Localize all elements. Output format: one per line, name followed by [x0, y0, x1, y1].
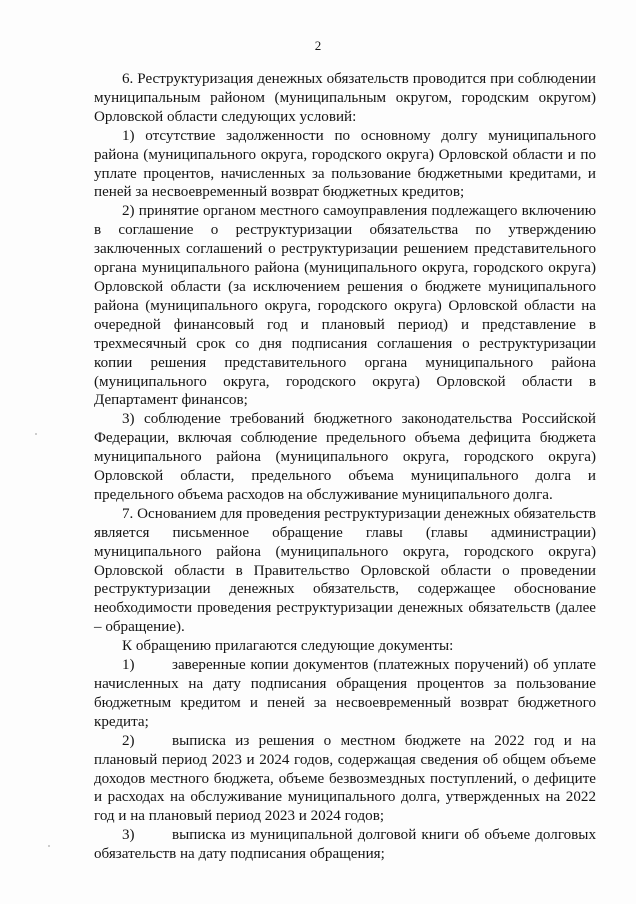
- document-body: [94, 70, 596, 864]
- list-text: заверенные копии документов (платежных поручений) об уплате начисленных на дату подписания обращения процентов за пользование бюджетным кредитом и пеней за несвоевременный возврат бюджетного кредита;: [94, 657, 596, 730]
- list-text: выписка из решения о местном бюджете на 2022 год и на плановый период 2023 и 2024 годов, содержащая сведения об общем объеме доходов местного бюджета, объеме безвозмездных поступлений, о дефиците и расходах на обслуживание муниципального долга, утвержденных на 2022 год и на плановый период 2023 и 2024 годов;: [94, 732, 596, 825]
- document-list-item-2: [94, 732, 596, 827]
- page-number: 2: [314, 38, 322, 53]
- condition-3: 3) соблюдение требований бюджетного законодательства Российской Федерации, включая соблюдение предельного объема дефицита бюджета муниципального района (муниципального округа, городского округа) Орловской области, предельного объема муниципального долга и предельного объема расходов на обслуживание муниципального долга.: [94, 411, 596, 503]
- list-number: 2): [122, 732, 135, 749]
- list-text: выписка из муниципальной долговой книги об объеме долговых обязательств на дату подписания обращения;: [94, 827, 596, 863]
- attached-documents-intro: К обращению прилагаются следующие документы:: [122, 638, 454, 655]
- document-list-item-1: [94, 656, 596, 732]
- condition-2: 2) принятие органом местного самоуправления подлежащего включению в соглашение о реструктуризации обязательства по утверждению заключенных соглашений о реструктуризации решением представительного органа муниципального района (муниципального округа, городского округа) Орловской области (за исключением решения о бюджете муниципального района (муниципального округа, городского округа) Орловской области на очередной финансовый год и плановый период) и представление в трехмесячный срок со дня подписания соглашения о реструктуризации копии решения представительного органа муниципального района (муниципального округа, городского округа) Орловской области в Департамент финансов;: [94, 203, 596, 409]
- list-number: 3): [122, 827, 135, 844]
- scan-speck: [48, 845, 50, 847]
- scan-speck: [35, 433, 37, 435]
- condition-1: 1) отсутствие задолженности по основному долгу муниципального района (муниципального округа, городского округа) Орловской области и по уплате процентов, начисленных за пользование бюджетными кредитами, и пеней за несвоевременный возврат бюджетных кредитов;: [94, 127, 596, 201]
- paragraph-item-6: 6. Реструктуризация денежных обязательств проводится при соблюдении муниципальным районом (муниципальным округом, городским округом) Орловской области следующих условий:: [94, 71, 596, 125]
- list-number: 1): [122, 657, 135, 674]
- document-list-item-3: [94, 826, 596, 864]
- paragraph-item-7: 7. Основанием для проведения реструктуризации денежных обязательств является письменное обращение главы (главы администрации) муниципального района (муниципального округа, городского округа) Орловской области в Правительство Орловской области о проведении реструктуризации денежных обязательств, содержащее обоснование необходимости проведения реструктуризации денежных обязательств (далее – обращение).: [94, 505, 596, 636]
